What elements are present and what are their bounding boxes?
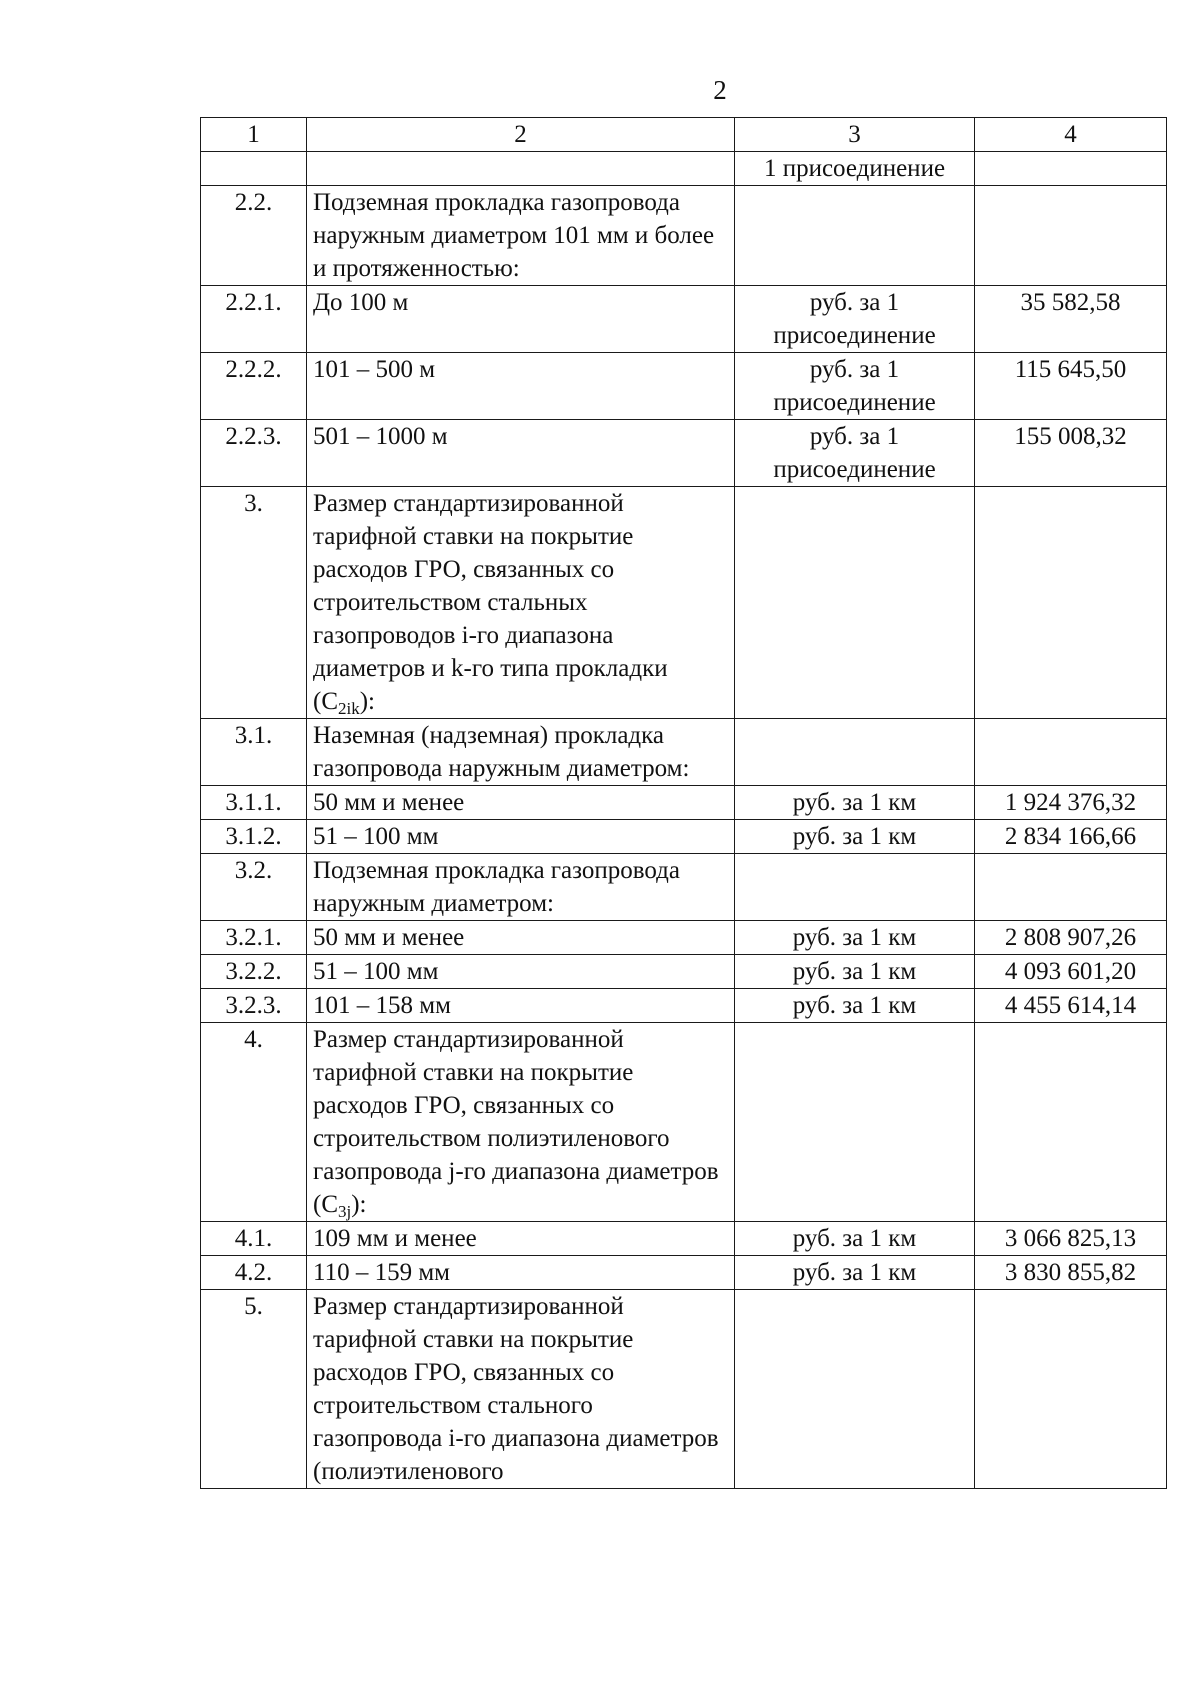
row-unit — [735, 854, 975, 921]
row-description: Наземная (надземная) прокладка газопровода наружным диаметром: — [307, 719, 735, 786]
row-description — [307, 1023, 735, 1222]
tariff-table — [200, 117, 1167, 1489]
table-row — [201, 820, 1167, 854]
column-number-3: 3 — [735, 118, 975, 152]
row-unit: 1 присоединение — [735, 152, 975, 186]
column-number-1: 1 — [201, 118, 307, 152]
row-unit — [735, 186, 975, 286]
formula-open: (C — [313, 1191, 338, 1218]
row-unit: руб. за 1 присоединение — [735, 420, 975, 487]
row-description: Размер стандартизированной тарифной ставки на покрытие расходов ГРО, связанных со строительством стального газопровода i-го диапазона диаметров (полиэтиленового — [307, 1290, 735, 1489]
row-description — [307, 487, 735, 719]
row-number: 3.1. — [201, 719, 307, 786]
row-unit: руб. за 1 км — [735, 921, 975, 955]
table-row — [201, 921, 1167, 955]
row-description: 501 – 1000 м — [307, 420, 735, 487]
row-value: 4 093 601,20 — [975, 955, 1167, 989]
row-number: 2.2. — [201, 186, 307, 286]
row-description: 110 – 159 мм — [307, 1256, 735, 1290]
row-value: 1 924 376,32 — [975, 786, 1167, 820]
row-number: 2.2.3. — [201, 420, 307, 487]
column-number-4: 4 — [975, 118, 1167, 152]
row-number: 3.1.1. — [201, 786, 307, 820]
row-description: Подземная прокладка газопровода наружным диаметром: — [307, 854, 735, 921]
row-number: 3.2.2. — [201, 955, 307, 989]
table-row — [201, 152, 1167, 186]
row-unit — [735, 719, 975, 786]
table-row — [201, 1256, 1167, 1290]
row-number: 3.2. — [201, 854, 307, 921]
row-value: 2 808 907,26 — [975, 921, 1167, 955]
table-row — [201, 1023, 1167, 1222]
row-number — [201, 152, 307, 186]
page-number: 2 — [713, 75, 727, 105]
row-description: 51 – 100 мм — [307, 955, 735, 989]
row-unit: руб. за 1 км — [735, 820, 975, 854]
row-description-text: Размер стандартизированной тарифной ставки на покрытие расходов ГРО, связанных со строительством стальных газопроводов i-го диапазона диаметров и k-го типа прокладки — [313, 490, 668, 682]
table-row — [201, 487, 1167, 719]
row-unit: руб. за 1 км — [735, 955, 975, 989]
row-description: 51 – 100 мм — [307, 820, 735, 854]
row-unit — [735, 1023, 975, 1222]
row-description: 109 мм и менее — [307, 1222, 735, 1256]
row-unit: руб. за 1 км — [735, 1256, 975, 1290]
formula-open: (C — [313, 688, 338, 715]
table-row — [201, 186, 1167, 286]
row-description: 50 мм и менее — [307, 786, 735, 820]
row-description: 101 – 158 мм — [307, 989, 735, 1023]
row-description: 50 мм и менее — [307, 921, 735, 955]
table-row — [201, 1290, 1167, 1489]
formula-close: ): — [351, 1191, 367, 1218]
row-unit — [735, 487, 975, 719]
row-description: 101 – 500 м — [307, 353, 735, 420]
row-number: 4.2. — [201, 1256, 307, 1290]
row-number: 2.2.1. — [201, 286, 307, 353]
table-row — [201, 286, 1167, 353]
row-value — [975, 487, 1167, 719]
table-row — [201, 989, 1167, 1023]
row-number: 3.2.3. — [201, 989, 307, 1023]
row-number: 3.1.2. — [201, 820, 307, 854]
row-unit: руб. за 1 присоединение — [735, 286, 975, 353]
row-unit: руб. за 1 км — [735, 1222, 975, 1256]
formula-close: ): — [359, 688, 376, 715]
row-value: 35 582,58 — [975, 286, 1167, 353]
row-value: 115 645,50 — [975, 353, 1167, 420]
row-unit — [735, 1290, 975, 1489]
table-row — [201, 420, 1167, 487]
table-row — [201, 955, 1167, 989]
row-value — [975, 186, 1167, 286]
row-value: 2 834 166,66 — [975, 820, 1167, 854]
row-number: 3.2.1. — [201, 921, 307, 955]
row-description — [307, 152, 735, 186]
table-row — [201, 719, 1167, 786]
row-value: 4 455 614,14 — [975, 989, 1167, 1023]
formula-symbol — [313, 688, 376, 718]
row-value — [975, 719, 1167, 786]
row-number: 4. — [201, 1023, 307, 1222]
formula-subscript: 2ik — [338, 699, 360, 718]
row-value: 155 008,32 — [975, 420, 1167, 487]
row-description: Подземная прокладка газопровода наружным диаметром 101 мм и более и протяженностью: — [307, 186, 735, 286]
row-value — [975, 854, 1167, 921]
row-unit: руб. за 1 присоединение — [735, 353, 975, 420]
column-number-row — [201, 118, 1167, 152]
formula-subscript: 3j — [338, 1202, 352, 1221]
formula-symbol — [313, 1191, 367, 1221]
row-number: 2.2.2. — [201, 353, 307, 420]
row-value — [975, 152, 1167, 186]
table-row — [201, 786, 1167, 820]
row-description: До 100 м — [307, 286, 735, 353]
column-number-2: 2 — [307, 118, 735, 152]
row-value — [975, 1290, 1167, 1489]
row-value — [975, 1023, 1167, 1222]
row-description-text: Размер стандартизированной тарифной ставки на покрытие расходов ГРО, связанных со строительством полиэтиленового газопровода j-го диапазона диаметров — [313, 1026, 719, 1185]
table-row — [201, 353, 1167, 420]
row-number: 4.1. — [201, 1222, 307, 1256]
row-unit: руб. за 1 км — [735, 989, 975, 1023]
row-value: 3 830 855,82 — [975, 1256, 1167, 1290]
table-row — [201, 1222, 1167, 1256]
table-row — [201, 854, 1167, 921]
row-value: 3 066 825,13 — [975, 1222, 1167, 1256]
row-unit: руб. за 1 км — [735, 786, 975, 820]
row-number: 5. — [201, 1290, 307, 1489]
row-number: 3. — [201, 487, 307, 719]
